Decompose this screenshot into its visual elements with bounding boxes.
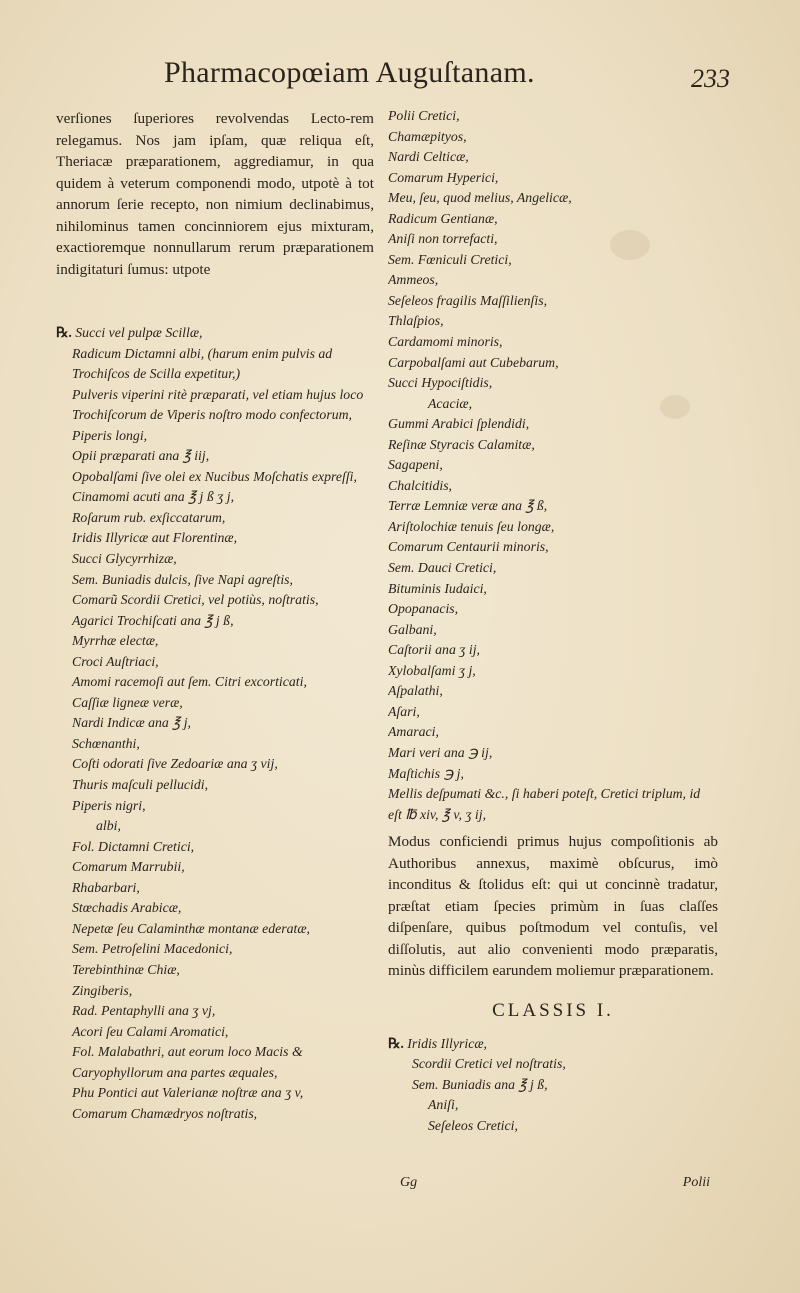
- left-prose: [56, 108, 374, 313]
- ingredient-text: Meu, ſeu, quod melius, Angelicæ,: [388, 190, 572, 206]
- page-number: 233: [691, 64, 730, 93]
- right-prose: [388, 831, 718, 982]
- ingredient-line: [56, 467, 372, 488]
- ingredient-line: [56, 344, 372, 385]
- ingredient-text: Phu Pontici aut Valerianæ noſtræ ana ʒ v,: [72, 1085, 304, 1101]
- ingredient-text: Succi Glycyrrhizæ,: [72, 551, 177, 567]
- ingredient-text: Ammeos,: [388, 272, 439, 288]
- ingredient-line: [388, 414, 718, 435]
- ingredient-line: [56, 1104, 374, 1125]
- ingredient-text: Succi Hypociſtidis,: [388, 375, 493, 391]
- ingredient-text: Sem. Dauci Cretici,: [388, 560, 497, 576]
- ingredient-text: Opobalſami ſive olei ex Nucibus Moſchatis expreſſi,: [72, 468, 357, 484]
- ingredient-text: Terræ Lemniæ veræ ana ℥ ß,: [388, 498, 548, 514]
- ingredient-line: [56, 857, 374, 878]
- ingredient-text: Chamæpityos,: [388, 128, 467, 144]
- ingredient-line: [388, 620, 718, 641]
- ingredient-text: Agarici Trochiſcati ana ℥ j ß,: [72, 612, 234, 628]
- ingredient-text: Iridis Illyricæ,: [407, 1035, 487, 1051]
- class-ingredient-line: [388, 1034, 718, 1055]
- ingredient-text: Caſſiæ ligneæ veræ,: [72, 694, 183, 710]
- ingredient-line: [388, 558, 718, 579]
- ingredient-text: Aniſi non torrefacti,: [388, 231, 498, 247]
- ingredient-text: Zingiberis,: [72, 982, 133, 998]
- ingredient-line: [56, 981, 374, 1002]
- ingredient-text: Nardi Indicæ ana ℥ j,: [72, 715, 191, 731]
- ingredient-line: [388, 229, 718, 250]
- ingredient-line: [56, 1083, 374, 1104]
- ingredient-text: Aſari,: [388, 703, 420, 719]
- ingredient-text: Thlaſpios,: [388, 313, 444, 329]
- ingredient-line: [56, 426, 374, 447]
- ingredient-text: Comarum Hyperici,: [388, 169, 499, 185]
- ingredient-text: Radicum Gentianæ,: [388, 210, 498, 226]
- ingredient-text: Scordii Cretici vel noſtratis,: [412, 1056, 566, 1072]
- ingredient-line: [388, 496, 718, 517]
- ingredient-text: Amomi racemoſi aut ſem. Citri excorticati,: [72, 674, 307, 690]
- ingredient-text: Comarum Chamædryos noſtratis,: [72, 1105, 258, 1121]
- ingredient-text: Galbani,: [388, 621, 437, 637]
- ingredient-line: [56, 898, 374, 919]
- ingredient-text: Fol. Malabathri, aut eorum loco Macis & Caryophyllorum ana partes æquales,: [72, 1044, 303, 1080]
- ingredient-line: [388, 476, 718, 497]
- ingredient-line: [388, 311, 718, 332]
- ingredient-line: [56, 385, 372, 426]
- ingredient-text: Sagapeni,: [388, 457, 443, 473]
- ingredient-line: [56, 1022, 374, 1043]
- class-heading: CLASSIS I.: [492, 999, 614, 1021]
- ingredient-text: Rad. Pentaphylli ana ʒ vj,: [72, 1003, 216, 1019]
- ingredient-text: Seſeleos Cretici,: [428, 1117, 518, 1133]
- ingredient-text: Mari veri ana ℈ ij,: [388, 744, 493, 760]
- ingredient-line: [56, 796, 374, 817]
- ingredient-line: [388, 188, 718, 209]
- ingredient-text: Sem. Petroſelini Macedonici,: [72, 941, 233, 957]
- right-column: [388, 106, 718, 1136]
- ingredient-text: albi,: [96, 818, 121, 834]
- ingredient-line: [56, 713, 374, 734]
- class-one-list: [388, 1034, 718, 1137]
- class-ingredient-line: [388, 1095, 718, 1116]
- ingredient-line: [388, 353, 718, 374]
- ingredient-line: [56, 672, 374, 693]
- ingredient-text: Sem. Fœniculi Cretici,: [388, 251, 512, 267]
- ingredient-text: Comarum Centaurii minoris,: [388, 539, 549, 555]
- left-column: [56, 108, 374, 1124]
- ingredient-text: Sem. Buniadis ana ℥ j ß,: [412, 1076, 548, 1092]
- class-ingredient-line: [388, 1075, 718, 1096]
- ingredient-text: Roſarum rub. exſiccatarum,: [72, 509, 226, 525]
- ingredient-line: [388, 127, 718, 148]
- ingredient-line: [388, 661, 718, 682]
- ingredient-line: [56, 734, 374, 755]
- ingredient-text: Piperis nigri,: [72, 797, 146, 813]
- ingredient-line: [56, 816, 374, 837]
- ingredient-text: Rhabarbari,: [72, 879, 140, 895]
- ingredient-line: [388, 332, 718, 353]
- ingredient-line: [388, 743, 718, 764]
- ingredient-line: [388, 106, 718, 127]
- ingredient-line: [388, 640, 718, 661]
- ingredient-text: Carpobalſami aut Cubebarum,: [388, 354, 559, 370]
- ingredient-text: Fol. Dictamni Cretici,: [72, 838, 195, 854]
- ingredient-text: Stœchadis Arabicæ,: [72, 900, 182, 916]
- ingredient-line: [56, 528, 374, 549]
- ingredient-line: [388, 537, 718, 558]
- ingredient-text: Seſeleos fragilis Maſſilienſis,: [388, 292, 548, 308]
- ingredient-line: [56, 508, 374, 529]
- ingredient-text: Acori ſeu Calami Aromatici,: [72, 1023, 229, 1039]
- ingredient-line: [388, 168, 718, 189]
- ingredient-line: [56, 611, 374, 632]
- class-ingredient-line: [388, 1054, 718, 1075]
- ingredient-text: Comarũ Scordii Cretici, vel potiùs, noſtratis,: [72, 592, 319, 608]
- ingredient-line: [388, 209, 718, 230]
- ingredient-text: Ariſtolochiæ tenuis ſeu longæ,: [388, 518, 555, 534]
- ingredient-text: Nepetæ ſeu Calaminthæ montanæ ederatæ,: [72, 920, 310, 936]
- ingredient-line: [388, 270, 718, 291]
- ingredient-line: [388, 784, 708, 825]
- ingredient-line: [56, 878, 374, 899]
- ingredient-line: [388, 394, 718, 415]
- ingredient-line: [388, 599, 718, 620]
- ingredient-line: [388, 579, 718, 600]
- class-ingredient-line: [388, 1116, 718, 1137]
- ingredient-line: [56, 590, 374, 611]
- ingredient-text: Caſtorii ana ʒ ij,: [388, 642, 480, 658]
- ingredient-line: [56, 487, 374, 508]
- ingredient-text: Opopanacis,: [388, 601, 459, 617]
- ingredient-text: Terebinthinæ Chiæ,: [72, 961, 180, 977]
- ingredient-line: [56, 939, 374, 960]
- ingredient-text: Croci Auſtriaci,: [72, 653, 159, 669]
- ingredient-text: Bituminis Iudaici,: [388, 580, 487, 596]
- ingredient-text: Aſpalathi,: [388, 683, 443, 699]
- ingredient-text: Piperis longi,: [72, 427, 148, 443]
- recipe-symbol: ℞.: [56, 325, 72, 340]
- theriac-ingredient-list: [56, 323, 374, 1124]
- ingredient-line: [56, 775, 374, 796]
- ingredient-line: [56, 570, 374, 591]
- ingredient-line: [56, 693, 374, 714]
- ingredient-text: Mellis deſpumati &c., ſi haberi poteſt, Cretici triplum, id eſt ℔ xiv, ℥ v, ʒ ij,: [388, 786, 701, 822]
- ingredient-text: Myrrhæ electæ,: [72, 633, 159, 649]
- ingredient-line: [388, 250, 718, 271]
- ingredient-text: Cardamomi minoris,: [388, 334, 503, 350]
- ingredient-line: [388, 147, 718, 168]
- ingredient-line: [388, 291, 718, 312]
- signature-mark: Gg: [400, 1175, 418, 1190]
- ingredient-text: Radicum Dictamni albi, (harum enim pulvis ad Trochiſcos de Scilla expetitur,): [72, 345, 333, 382]
- ingredient-text: Sem. Buniadis dulcis, ſive Napi agreſtis,: [72, 571, 293, 587]
- ingredient-line: [56, 323, 374, 344]
- theriac-ingredient-list-continued: [388, 106, 718, 825]
- ingredient-text: Pulveris viperini ritè præparati, vel etiam hujus loco Trochiſcorum de Viperis noſtro modo confectorum,: [72, 386, 364, 423]
- ingredient-text: Opii præparati ana ℥ iij,: [72, 448, 210, 464]
- running-title: Pharmacopœiam Auguſtanam.: [164, 56, 535, 89]
- ingredient-line: [56, 837, 374, 858]
- ingredient-line: [388, 435, 718, 456]
- ingredient-text: Iridis Illyricæ aut Florentinæ,: [72, 530, 238, 546]
- ingredient-line: [388, 517, 718, 538]
- ingredient-text: Cinamomi acuti ana ℥ j ß ʒ j,: [72, 489, 235, 505]
- ingredient-line: [388, 722, 718, 743]
- ingredient-line: [388, 373, 718, 394]
- ingredient-text: Succi vel pulpæ Scillæ,: [75, 325, 203, 340]
- ingredient-line: [56, 919, 374, 940]
- ingredient-text: Acaciæ,: [428, 395, 473, 411]
- paragraph: verſiones ſuperiores revolvendas Lecto-rem relegamus. Nos jam ipſam, quæ reliqua eſt, Theriacæ præparationem, aggrediamur, in qua quidem à veterum componendi modo, utpotè à tot annorum ſerie recepto, non nimium declinabimus, nihilominus tamen concinniorem ejus mixturam, exactioremque nonnullarum rerum præparationem indigitaturi ſumus: utpote: [56, 110, 374, 278]
- ingredient-line: [388, 681, 718, 702]
- ingredient-text: Coſti odorati ſive Zedoariæ ana ʒ vij,: [72, 756, 278, 772]
- ingredient-text: Amaraci,: [388, 724, 439, 740]
- ingredient-line: [56, 1042, 372, 1083]
- ingredient-line: [56, 960, 374, 981]
- ingredient-text: Aniſi,: [428, 1097, 459, 1113]
- ingredient-line: [56, 754, 374, 775]
- recipe-symbol: ℞.: [388, 1035, 404, 1051]
- ingredient-text: Polii Cretici,: [388, 108, 460, 123]
- paragraph: Modus conficiendi primus hujus compoſitionis ab Authoribus annexus, maximè obſcurus, imò inconditus & ſtolidus eſt: qui ut concinnè tradatur, præſtat etiam ſpecies primùm in ſuas claſſes diſpenſare, quibus poſtmodum vel contuſis, vel diſſolutis, aut alio convenienti modo præparatis, minùs difficilem earundem moliemur præparationem.: [388, 833, 718, 980]
- ingredient-line: [56, 631, 374, 652]
- ingredient-text: Nardi Celticæ,: [388, 149, 469, 165]
- ingredient-line: [56, 1001, 374, 1022]
- page-header: [150, 56, 760, 100]
- ingredient-line: [56, 549, 374, 570]
- ingredient-line: [388, 702, 718, 723]
- ingredient-line: [388, 764, 718, 785]
- ingredient-text: Gummi Arabici ſplendidi,: [388, 416, 530, 432]
- catchword: Polii: [682, 1175, 710, 1190]
- ingredient-text: Chalcitidis,: [388, 477, 453, 493]
- ingredient-text: Maſtichis ℈ j,: [388, 765, 464, 781]
- ingredient-text: Comarum Marrubii,: [72, 859, 185, 875]
- ingredient-text: Xylobalſami ʒ j,: [388, 662, 476, 678]
- ingredient-line: [388, 455, 718, 476]
- ingredient-text: Schœnanthi,: [72, 735, 140, 751]
- ingredient-text: Thuris maſculi pellucidi,: [72, 777, 209, 793]
- ingredient-line: [56, 446, 374, 467]
- ingredient-line: [56, 652, 374, 673]
- ingredient-text: Reſinæ Styracis Calamitæ,: [388, 436, 535, 452]
